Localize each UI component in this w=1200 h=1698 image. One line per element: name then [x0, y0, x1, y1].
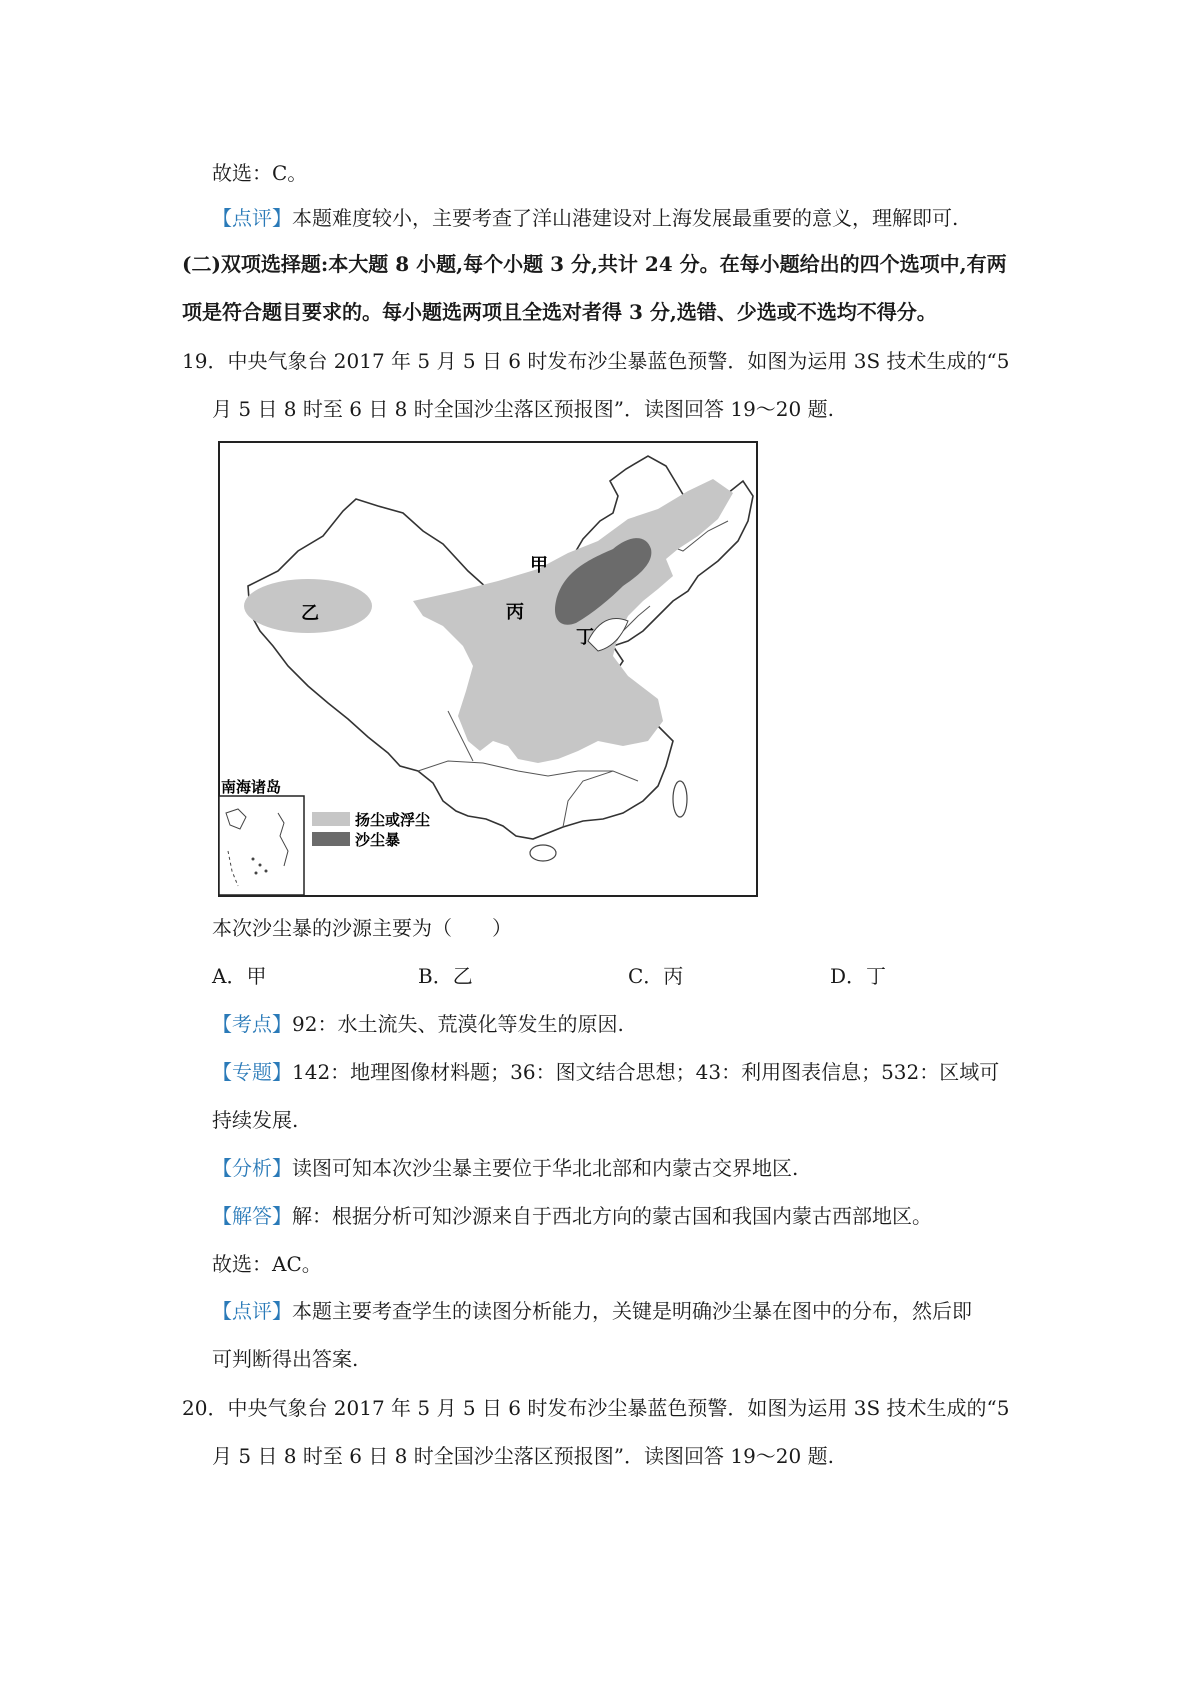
- dust-forecast-map: [218, 441, 758, 897]
- zhuanti: [212, 1057, 999, 1087]
- q19-stem-line1: 19．中央气象台 2017 年 5 月 5 日 6 时发布沙尘暴蓝色预警．如图为运用 3S 技术生成的“5: [182, 349, 1010, 373]
- inset-title: 南海诸岛: [221, 780, 282, 796]
- legend-swatch-dust: [312, 812, 350, 826]
- label-ding: 丁: [576, 627, 594, 647]
- dianping-cont: 可判断得出答案.: [212, 1347, 359, 1371]
- q19-stem-line2: 月 5 日 8 时至 6 日 8 时全国沙尘落区预报图”．读图回答 19～20 题.: [212, 397, 834, 421]
- fenxi-tag: 【分析】: [212, 1156, 292, 1180]
- option-b: B．乙: [418, 964, 473, 988]
- jieda: [212, 1201, 932, 1231]
- zhuanti-cont: 持续发展.: [212, 1108, 299, 1132]
- prev-comment: [212, 203, 958, 233]
- legend-swatch-sandstorm: [312, 832, 350, 846]
- fenxi-text: 读图可知本次沙尘暴主要位于华北北部和内蒙古交界地区.: [292, 1156, 799, 1180]
- section-header-line1: (二)双项选择题:本大题 8 小题,每个小题 3 分,共计 24 分。在每小题给出的四个选项中,有两: [182, 252, 1007, 276]
- label-yi: 乙: [301, 603, 319, 623]
- dianping-text: 本题主要考查学生的读图分析能力，关键是明确沙尘暴在图中的分布，然后即: [292, 1299, 972, 1323]
- legend-label-sandstorm: 沙尘暴: [355, 833, 401, 849]
- kaodian: [212, 1009, 624, 1039]
- option-a: A．甲: [212, 964, 267, 988]
- comment-text: 本题难度较小，主要考查了洋山港建设对上海发展最重要的意义，理解即可.: [292, 206, 959, 230]
- q19-question: 本次沙尘暴的沙源主要为（ ）: [212, 916, 512, 940]
- kaodian-tag: 【考点】: [212, 1012, 292, 1036]
- fenxi: [212, 1153, 798, 1183]
- option-c: C．丙: [628, 964, 684, 988]
- dianping: [212, 1296, 972, 1326]
- section-header-line2: 项是符合题目要求的。每小题选两项且全选对者得 3 分,选错、少选或不选均不得分。: [182, 300, 937, 324]
- q20-stem-line2: 月 5 日 8 时至 6 日 8 时全国沙尘落区预报图”．读图回答 19～20 题.: [212, 1444, 834, 1468]
- comment-tag: 【点评】: [212, 206, 292, 230]
- option-d: D．丁: [830, 964, 887, 988]
- prev-answer: 故选：C。: [212, 161, 308, 185]
- jieda-tag: 【解答】: [212, 1204, 292, 1228]
- jieda-text: 解：根据分析可知沙源来自于西北方向的蒙古国和我国内蒙古西部地区。: [292, 1204, 932, 1228]
- dianping-tag: 【点评】: [212, 1299, 292, 1323]
- zhuanti-tag: 【专题】: [212, 1060, 292, 1084]
- legend-label-dust: 扬尘或浮尘: [355, 813, 431, 829]
- kaodian-text: 92：水土流失、荒漠化等发生的原因.: [292, 1012, 624, 1036]
- label-jia: 甲: [530, 555, 548, 575]
- q20-stem-line1: 20．中央气象台 2017 年 5 月 5 日 6 时发布沙尘暴蓝色预警．如图为运用 3S 技术生成的“5: [182, 1396, 1010, 1420]
- zhuanti-text: 142：地理图像材料题；36：图文结合思想；43：利用图表信息；532：区域可: [292, 1060, 1000, 1084]
- label-bing: 丙: [506, 602, 524, 622]
- q19-answer: 故选：AC。: [212, 1252, 322, 1276]
